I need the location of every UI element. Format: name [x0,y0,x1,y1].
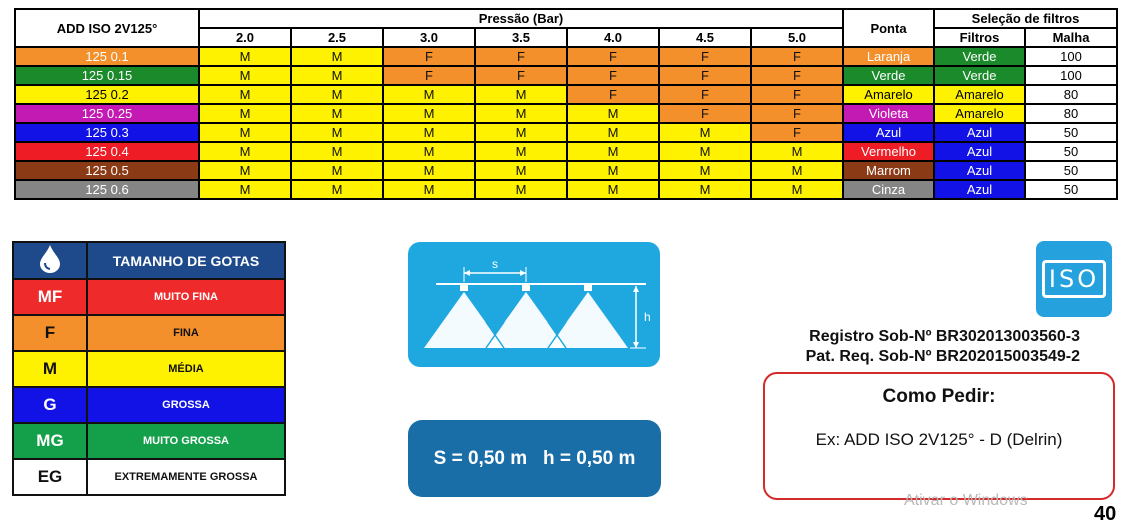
page-number: 40 [1094,503,1117,525]
droplet-class-cell: M [475,142,567,161]
table-title: ADD ISO 2V125° [15,9,199,47]
filter-color-cell: Azul [934,180,1025,199]
mesh-cell: 100 [1025,47,1117,66]
tip-color-cell: Azul [843,123,934,142]
registration-info [806,327,1080,367]
tip-color-cell: Amarelo [843,85,934,104]
droplet-class-cell: M [383,180,475,199]
water-drop-icon [37,260,63,277]
droplet-class-cell: F [567,47,659,66]
nozzle-cell: 125 0.3 [15,123,199,142]
droplet-class-cell: F [383,47,475,66]
droplet-class-cell: M [567,180,659,199]
pressure-header: Pressão (Bar) [199,9,843,28]
table-row [15,104,1117,123]
nozzle-cell: 125 0.4 [15,142,199,161]
legend-label: GROSSA [87,387,285,423]
legend-label: MÉDIA [87,351,285,387]
legend-code: MG [13,423,87,459]
droplet-class-cell: F [659,104,751,123]
droplet-class-cell: M [475,123,567,142]
mesh-cell: 100 [1025,66,1117,85]
tip-header: Ponta [843,9,934,47]
tip-color-cell: Violeta [843,104,934,123]
mesh-cell: 50 [1025,142,1117,161]
filter-selection-header: Seleção de filtros [934,9,1117,28]
spacing-label: s [492,257,498,271]
droplet-class-cell: M [751,180,843,199]
tip-color-cell: Laranja [843,47,934,66]
spacing-formula: S = 0,50 m h = 0,50 m [408,420,661,497]
droplet-class-cell: M [291,85,383,104]
legend-title: TAMANHO DE GOTAS [87,242,285,279]
droplet-class-cell: M [751,142,843,161]
droplet-class-cell: M [199,142,291,161]
legend-label: FINA [87,315,285,351]
droplet-class-cell: M [567,161,659,180]
droplet-class-cell: F [751,85,843,104]
legend-row [13,459,285,495]
droplet-class-cell: F [567,85,659,104]
legend-code: F [13,315,87,351]
droplet-class-cell: M [199,123,291,142]
pressure-3-0: 3.0 [383,28,475,47]
tip-color-cell: Vermelho [843,142,934,161]
droplet-class-cell: M [567,123,659,142]
droplet-class-cell: M [383,161,475,180]
tip-color-cell: Marrom [843,161,934,180]
filter-color-cell: Azul [934,142,1025,161]
filter-color-cell: Verde [934,66,1025,85]
droplet-class-cell: F [475,47,567,66]
droplet-class-cell: M [199,47,291,66]
height-label: h [644,310,651,324]
pressure-2-5: 2.5 [291,28,383,47]
droplet-class-cell: F [751,66,843,85]
mesh-cell: 50 [1025,180,1117,199]
legend-row [13,279,285,315]
legend-label: MUITO FINA [87,279,285,315]
legend-row [13,351,285,387]
droplet-class-cell: M [567,104,659,123]
droplet-class-cell: M [475,85,567,104]
legend-label: EXTREMAMENTE GROSSA [87,459,285,495]
droplet-class-cell: F [751,123,843,142]
droplet-class-cell: M [291,180,383,199]
droplet-class-cell: M [199,66,291,85]
nozzle-cell: 125 0.2 [15,85,199,104]
droplet-class-cell: M [291,47,383,66]
iso-logo-text: ISO [1042,260,1106,298]
droplet-class-cell: M [199,104,291,123]
pressure-3-5: 3.5 [475,28,567,47]
droplet-class-cell: M [659,123,751,142]
filter-color-cell: Azul [934,161,1025,180]
table-row [15,47,1117,66]
mesh-cell: 80 [1025,85,1117,104]
nozzle-cell: 125 0.1 [15,47,199,66]
droplet-class-cell: F [659,47,751,66]
nozzle-cell: 125 0.5 [15,161,199,180]
droplet-class-cell: F [659,85,751,104]
iso-logo [1036,241,1112,317]
droplet-class-cell: M [291,104,383,123]
pressure-2-0: 2.0 [199,28,291,47]
pressure-5-0: 5.0 [751,28,843,47]
legend-code: EG [13,459,87,495]
droplet-class-cell: M [199,161,291,180]
droplet-class-cell: M [199,180,291,199]
droplet-class-cell: F [659,66,751,85]
nozzle-cell: 125 0.25 [15,104,199,123]
table-row [15,180,1117,199]
registration-line-2: Pat. Req. Sob-Nº BR202015003549-2 [805,348,1080,365]
pressure-4-0: 4.0 [567,28,659,47]
legend-code: M [13,351,87,387]
filter-color-cell: Azul [934,123,1025,142]
droplet-class-cell: F [475,66,567,85]
droplet-class-cell: M [291,142,383,161]
droplet-class-cell: M [291,123,383,142]
legend-label: MUITO GROSSA [87,423,285,459]
nozzle-table [14,8,1118,200]
droplet-class-cell: M [291,161,383,180]
windows-activation-watermark: Ativar o Windows [904,492,1028,509]
tip-color-cell: Cinza [843,180,934,199]
filter-color-cell: Amarelo [934,85,1025,104]
droplet-class-cell: M [199,85,291,104]
mesh-cell: 80 [1025,104,1117,123]
table-row [15,85,1117,104]
droplet-class-cell: F [751,104,843,123]
droplet-class-cell: M [475,180,567,199]
filters-column-header: Filtros [934,28,1025,47]
droplet-class-cell: M [475,104,567,123]
legend-row [13,423,285,459]
droplet-class-cell: F [567,66,659,85]
order-example: Ex: ADD ISO 2V125° - D (Delrin) [815,430,1063,449]
droplet-class-cell: M [659,161,751,180]
droplet-cell [13,242,87,279]
table-row [15,66,1117,85]
droplet-class-cell: M [567,142,659,161]
pressure-4-5: 4.5 [659,28,751,47]
droplet-class-cell: M [291,66,383,85]
droplet-class-cell: M [751,161,843,180]
droplet-class-cell: M [383,142,475,161]
legend-code: MF [13,279,87,315]
legend-row [13,387,285,423]
table-row [15,161,1117,180]
legend-row [13,315,285,351]
droplet-size-legend [12,241,286,496]
legend-code: G [13,387,87,423]
droplet-class-cell: M [475,161,567,180]
registration-line-1: Registro Sob-Nº BR302013003560-3 [809,328,1080,345]
droplet-class-cell: F [751,47,843,66]
nozzle-spacing-diagram [408,242,660,367]
nozzle-cell: 125 0.6 [15,180,199,199]
filter-color-cell: Verde [934,47,1025,66]
tip-color-cell: Verde [843,66,934,85]
how-to-order-box [763,372,1115,500]
table-row [15,142,1117,161]
mesh-cell: 50 [1025,161,1117,180]
droplet-class-cell: M [383,85,475,104]
droplet-class-cell: F [383,66,475,85]
filter-color-cell: Amarelo [934,104,1025,123]
droplet-class-cell: M [383,104,475,123]
mesh-cell: 50 [1025,123,1117,142]
droplet-class-cell: M [659,180,751,199]
mesh-column-header: Malha [1025,28,1117,47]
droplet-class-cell: M [659,142,751,161]
table-row [15,123,1117,142]
nozzle-cell: 125 0.15 [15,66,199,85]
droplet-class-cell: M [383,123,475,142]
order-title: Como Pedir: [882,386,996,407]
